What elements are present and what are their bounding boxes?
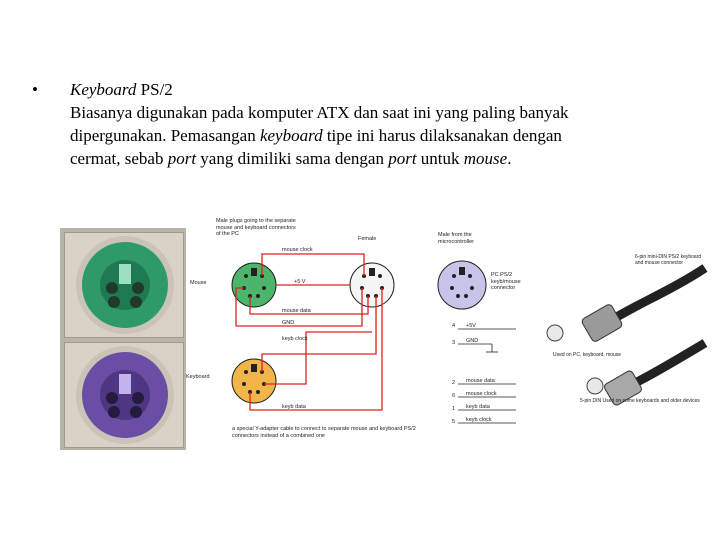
wire-mouse-clock: mouse clock bbox=[282, 247, 313, 253]
pin-hole bbox=[108, 406, 120, 418]
cable-caption-mid: Used on PC, keyboard, mouse bbox=[553, 352, 622, 358]
cable-upper bbox=[615, 268, 705, 318]
wire-5v: +5 V bbox=[294, 279, 306, 285]
pin-num: 4 bbox=[452, 323, 456, 329]
pin-num: 3 bbox=[452, 340, 456, 346]
text-line-2 bbox=[70, 124, 692, 147]
bullet-paragraph bbox=[32, 78, 692, 170]
pin-diagram-upper bbox=[547, 325, 563, 341]
pin-hole bbox=[130, 406, 142, 418]
pin-label: mouse data bbox=[466, 378, 495, 384]
text-segment: cermat, sebab bbox=[70, 149, 168, 168]
wire-keyb-clock: keyb clock bbox=[282, 336, 308, 342]
pin-hole bbox=[108, 296, 120, 308]
pin-hole bbox=[132, 392, 144, 404]
note-bottom: a special Y-adapter cable to connect to separate mouse and keyboard PS/2 connectors instead of a combined one bbox=[232, 426, 416, 439]
female-label: Female bbox=[358, 236, 377, 242]
wire-keyb-data: keyb data bbox=[282, 404, 306, 410]
cables-svg bbox=[545, 248, 710, 438]
pin-label: keyb clock bbox=[466, 417, 492, 423]
text-segment: untuk bbox=[416, 149, 464, 168]
cable-caption-bottom: 5-pin DIN Used on some keyboards and older devices bbox=[580, 398, 700, 404]
bullet-text bbox=[70, 78, 692, 170]
pin-hole bbox=[130, 296, 142, 308]
pin-label: +5V bbox=[466, 323, 476, 329]
pin-num: 5 bbox=[452, 419, 456, 425]
text-segment: dipergunakan. Pemasangan bbox=[70, 126, 260, 145]
text-segment-italic: mouse bbox=[463, 149, 508, 168]
title-italic: Keyboard bbox=[70, 80, 137, 99]
wire-mouse-data: mouse data bbox=[282, 308, 311, 314]
ps2-ports-photo bbox=[60, 228, 186, 450]
bullet-title bbox=[70, 78, 692, 101]
mouse-port-key bbox=[119, 264, 131, 284]
mouse-label: Mouse bbox=[190, 280, 207, 286]
plug-upper bbox=[581, 303, 623, 343]
wire-gnd: GND bbox=[282, 320, 295, 326]
keyboard-label: Keyboard bbox=[186, 374, 210, 380]
mouse-port-panel bbox=[64, 232, 184, 338]
pin-num: 6 bbox=[452, 393, 456, 399]
text-segment: tipe ini harus dilaksanakan dengan bbox=[322, 126, 562, 145]
pin-label: keyb data bbox=[466, 404, 490, 410]
bullet-marker: • bbox=[32, 80, 38, 99]
cable-photos bbox=[545, 248, 710, 438]
pc-connector-label: PC PS/2 keyb/mouse connector bbox=[491, 272, 521, 291]
keyboard-port-panel bbox=[64, 342, 184, 448]
mouse-port-green bbox=[82, 242, 168, 328]
pin-num: 1 bbox=[452, 406, 456, 412]
pin-diagram-lower bbox=[587, 378, 603, 394]
pin-label: mouse clock bbox=[466, 391, 497, 397]
keyboard-port-purple bbox=[82, 352, 168, 438]
pin-hole bbox=[106, 282, 118, 294]
text-segment: . bbox=[507, 149, 512, 168]
note-top: Male plugs going to the separate mouse and keyboard connectors of the PC bbox=[216, 218, 296, 237]
text-segment-italic: port bbox=[167, 149, 197, 168]
cable-caption-top: 6-pin mini-DIN PS/2 keyboard and mouse connector bbox=[635, 254, 702, 266]
cable-lower bbox=[635, 343, 705, 383]
pin-label: GND bbox=[466, 338, 479, 344]
keyboard-port-key bbox=[119, 374, 131, 394]
pin-num: 2 bbox=[452, 380, 456, 386]
text-line-1: Biasanya digunakan pada komputer ATX dan saat ini yang paling banyak bbox=[70, 103, 569, 122]
text-segment-italic: port bbox=[388, 149, 417, 168]
male-from-label: Male from the microcontroller bbox=[438, 232, 475, 245]
text-segment: yang dimiliki sama dengan bbox=[196, 149, 389, 168]
text-line-3 bbox=[70, 147, 692, 170]
pin-hole bbox=[132, 282, 144, 294]
ps2-wiring-diagram bbox=[186, 214, 526, 444]
text-segment-italic: keyboard bbox=[259, 126, 323, 145]
pin-hole bbox=[106, 392, 118, 404]
title-rest: PS/2 bbox=[136, 80, 173, 99]
